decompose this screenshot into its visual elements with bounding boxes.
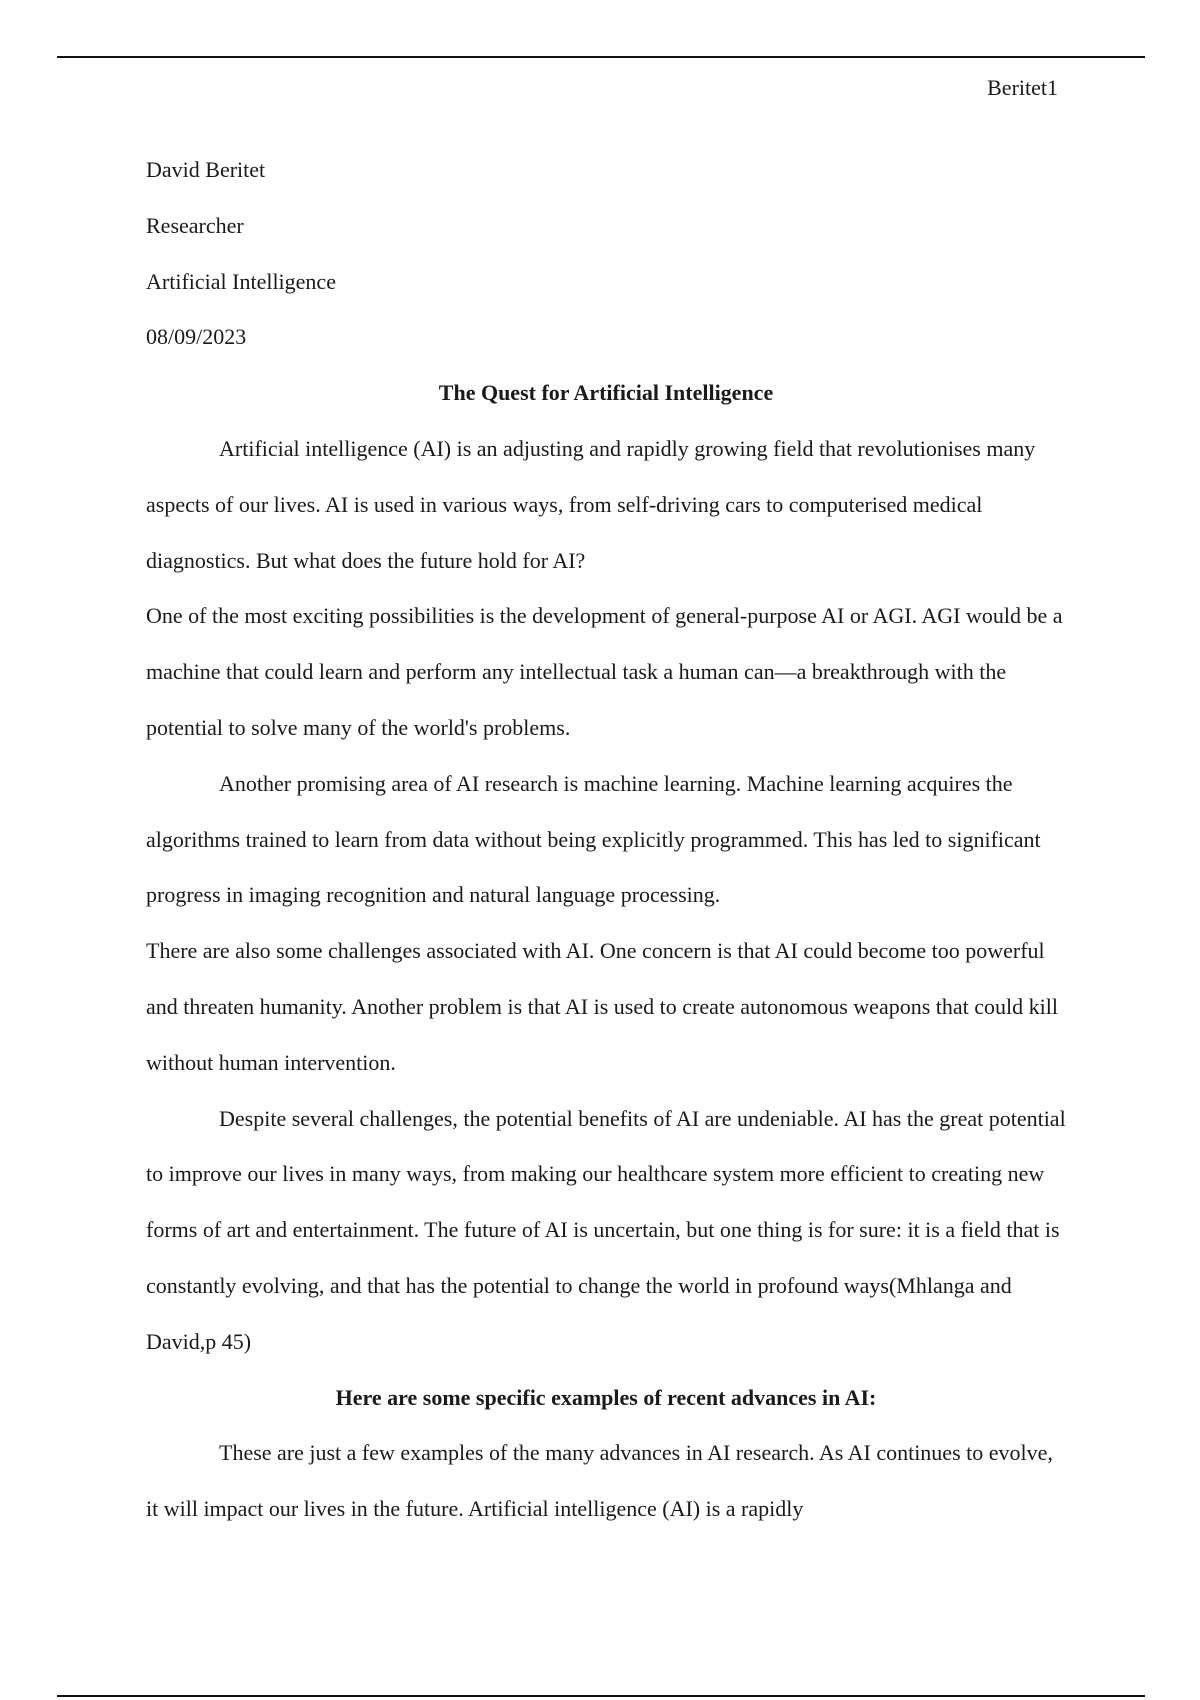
section-subheading: Here are some specific examples of recent advances in AI: bbox=[335, 1384, 877, 1410]
date-line: 08/09/2023 bbox=[146, 324, 247, 350]
document-title: The Quest for Artificial Intelligence bbox=[438, 380, 774, 406]
subject-line: Artificial Intelligence bbox=[146, 268, 336, 294]
paragraph-3: Another promising area of AI research is machine learning. Machine learning acquires the algorithms trained to learn from data without being explicitly programmed. This has led to significant progress in imaging recognition and natural language processing. bbox=[146, 770, 1041, 908]
paragraph-2: One of the most exciting possibilities is the development of general-purpose AI or AGI. AGI would be a machine that could learn and perform any intellectual task a human can—a breakthrough with the potential to solve many of the world's problems. bbox=[146, 603, 1063, 740]
paragraph-5: Despite several challenges, the potential benefits of AI are undeniable. AI has the great potential to improve our lives in many ways, from making our healthcare system more efficient to creating new forms of art and entertainment. The future of AI is uncertain, but one thing is for sure: it is a field that is constantly evolving, and that has the potential to change the world in profound ways(Mhlanga and David,p 45) bbox=[146, 1105, 1066, 1354]
document-body bbox=[146, 142, 1066, 1537]
author-role: Researcher bbox=[146, 212, 244, 238]
paragraph-1: Artificial intelligence (AI) is an adjusting and rapidly growing field that revolutionises many aspects of our lives. AI is used in various ways, from self-driving cars to computerised medical diagnostics. But what does the future hold for AI? bbox=[146, 435, 1036, 573]
paragraph-4: There are also some challenges associated with AI. One concern is that AI could become too powerful and threaten humanity. Another problem is that AI is used to create autonomous weapons that could kill without human intervention. bbox=[146, 938, 1058, 1075]
running-head: Beritet1 bbox=[987, 75, 1058, 100]
author-name: David Beritet bbox=[146, 157, 266, 182]
closing-paragraph: These are just a few examples of the many advances in AI research. As AI continues to evolve, it will impact our lives in the future. Artificial intelligence (AI) is a rapidly bbox=[146, 1440, 1053, 1522]
bottom-rule bbox=[57, 1695, 1145, 1697]
top-rule bbox=[57, 56, 1145, 58]
